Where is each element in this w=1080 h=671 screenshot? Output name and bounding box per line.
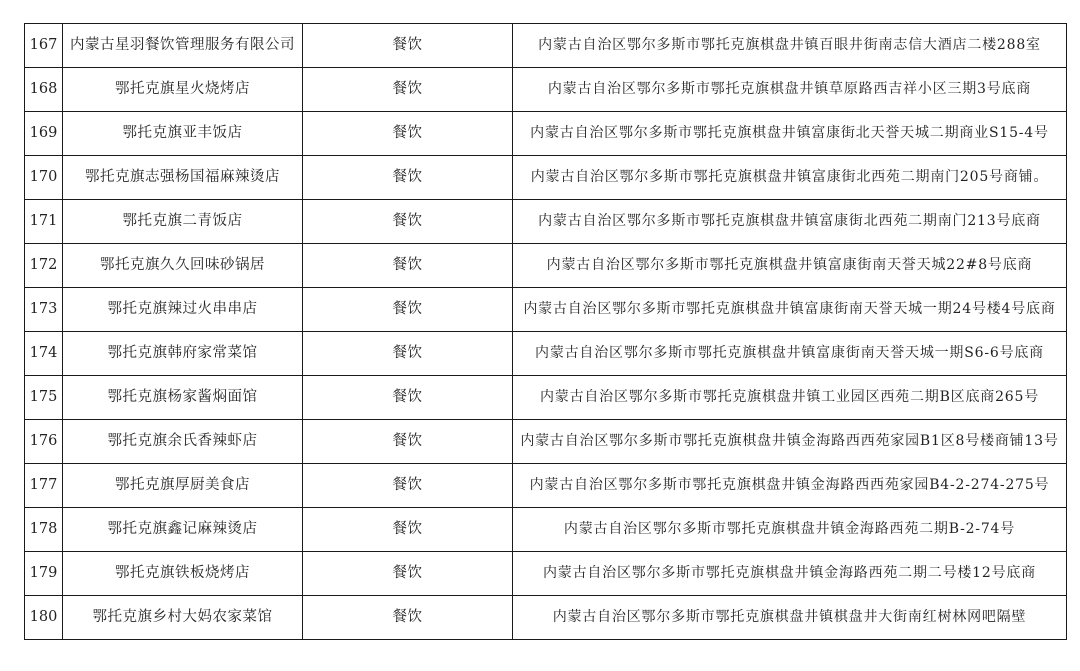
business-category: 餐饮 (303, 332, 513, 376)
table-row (25, 376, 1067, 420)
business-address: 内蒙古自治区鄂尔多斯市鄂托克旗棋盘井镇百眼井街南志信大酒店二楼288室 (513, 24, 1067, 68)
business-address: 内蒙古自治区鄂尔多斯市鄂托克旗棋盘井镇富康街南天誉天城一期S6-6号底商 (513, 332, 1067, 376)
business-category: 餐饮 (303, 112, 513, 156)
business-name: 鄂托克旗鑫记麻辣烫店 (63, 508, 303, 552)
business-category: 餐饮 (303, 244, 513, 288)
business-category: 餐饮 (303, 376, 513, 420)
business-category: 餐饮 (303, 420, 513, 464)
business-address: 内蒙古自治区鄂尔多斯市鄂托克旗棋盘井镇工业园区西苑二期B区底商265号 (513, 376, 1067, 420)
business-address: 内蒙古自治区鄂尔多斯市鄂托克旗棋盘井镇富康街南天誉天城一期24号楼4号底商 (513, 288, 1067, 332)
row-number: 175 (25, 376, 63, 420)
business-name: 鄂托克旗久久回味砂锅居 (63, 244, 303, 288)
business-name: 鄂托克旗亚丰饭店 (63, 112, 303, 156)
row-number: 176 (25, 420, 63, 464)
table-row (25, 420, 1067, 464)
business-address: 内蒙古自治区鄂尔多斯市鄂托克旗棋盘井镇富康街南天誉天城22#8号底商 (513, 244, 1067, 288)
business-category: 餐饮 (303, 24, 513, 68)
table-row (25, 244, 1067, 288)
row-number: 172 (25, 244, 63, 288)
business-category: 餐饮 (303, 508, 513, 552)
business-category: 餐饮 (303, 68, 513, 112)
business-name: 鄂托克旗厚厨美食店 (63, 464, 303, 508)
row-number: 167 (25, 24, 63, 68)
table-row (25, 508, 1067, 552)
table-row (25, 552, 1067, 596)
table-row (25, 464, 1067, 508)
table-row (25, 112, 1067, 156)
table-row (25, 156, 1067, 200)
table-row (25, 596, 1067, 640)
business-name: 鄂托克旗铁板烧烤店 (63, 552, 303, 596)
business-name: 鄂托克旗杨家酱焖面馆 (63, 376, 303, 420)
business-address: 内蒙古自治区鄂尔多斯市鄂托克旗棋盘井镇富康街北西苑二期南门205号商铺。 (513, 156, 1067, 200)
registry-table-body (25, 24, 1067, 640)
business-category: 餐饮 (303, 464, 513, 508)
business-address: 内蒙古自治区鄂尔多斯市鄂托克旗棋盘井镇金海路西西苑家园B4-2-274-275号 (513, 464, 1067, 508)
business-name: 鄂托克旗乡村大妈农家菜馆 (63, 596, 303, 640)
row-number: 179 (25, 552, 63, 596)
business-category: 餐饮 (303, 156, 513, 200)
row-number: 174 (25, 332, 63, 376)
table-row (25, 332, 1067, 376)
table-row (25, 200, 1067, 244)
business-name: 鄂托克旗韩府家常菜馆 (63, 332, 303, 376)
row-number: 180 (25, 596, 63, 640)
registry-table (24, 23, 1067, 640)
business-name: 鄂托克旗星火烧烤店 (63, 68, 303, 112)
business-category: 餐饮 (303, 596, 513, 640)
table-row (25, 288, 1067, 332)
table-row (25, 68, 1067, 112)
business-address: 内蒙古自治区鄂尔多斯市鄂托克旗棋盘井镇富康街北西苑二期南门213号底商 (513, 200, 1067, 244)
business-category: 餐饮 (303, 552, 513, 596)
business-category: 餐饮 (303, 288, 513, 332)
business-name: 内蒙古星羽餐饮管理服务有限公司 (63, 24, 303, 68)
business-name: 鄂托克旗二青饭店 (63, 200, 303, 244)
row-number: 178 (25, 508, 63, 552)
row-number: 177 (25, 464, 63, 508)
row-number: 169 (25, 112, 63, 156)
business-address: 内蒙古自治区鄂尔多斯市鄂托克旗棋盘井镇金海路西苑二期B-2-74号 (513, 508, 1067, 552)
business-name: 鄂托克旗志强杨国福麻辣烫店 (63, 156, 303, 200)
row-number: 171 (25, 200, 63, 244)
business-address: 内蒙古自治区鄂尔多斯市鄂托克旗棋盘井镇金海路西西苑家园B1区8号楼商铺13号 (513, 420, 1067, 464)
registry-table-sheet (24, 23, 1066, 640)
row-number: 170 (25, 156, 63, 200)
row-number: 168 (25, 68, 63, 112)
row-number: 173 (25, 288, 63, 332)
business-address: 内蒙古自治区鄂尔多斯市鄂托克旗棋盘井镇富康街北天誉天城二期商业S15-4号 (513, 112, 1067, 156)
business-name: 鄂托克旗辣过火串串店 (63, 288, 303, 332)
table-row (25, 24, 1067, 68)
business-category: 餐饮 (303, 200, 513, 244)
business-address: 内蒙古自治区鄂尔多斯市鄂托克旗棋盘井镇金海路西苑二期二号楼12号底商 (513, 552, 1067, 596)
business-name: 鄂托克旗余氏香辣虾店 (63, 420, 303, 464)
business-address: 内蒙古自治区鄂尔多斯市鄂托克旗棋盘井镇草原路西吉祥小区三期3号底商 (513, 68, 1067, 112)
business-address: 内蒙古自治区鄂尔多斯市鄂托克旗棋盘井镇棋盘井大街南红树林网吧隔壁 (513, 596, 1067, 640)
